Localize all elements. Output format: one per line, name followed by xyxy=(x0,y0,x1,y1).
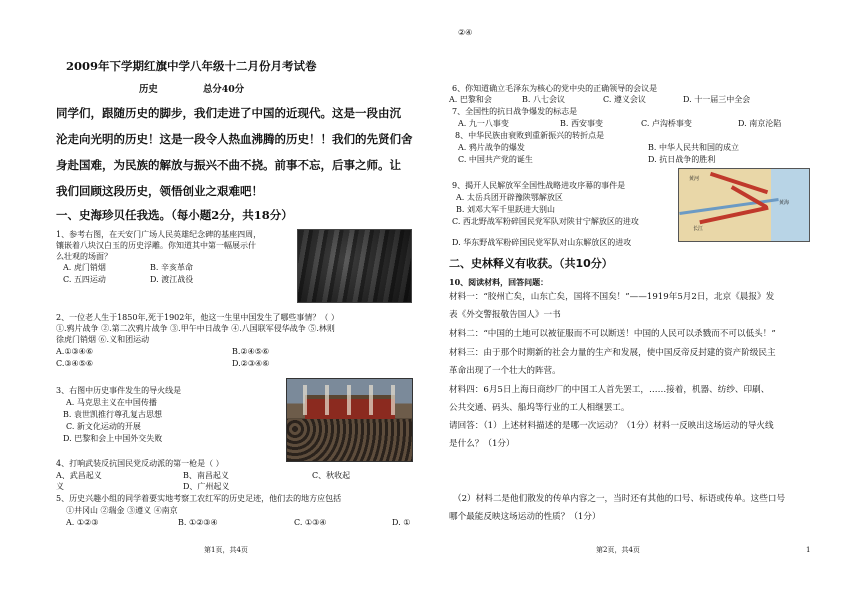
q5-stem: 5、历史兴趣小组的同学着要实地考察工农红军的历史足迹，他们去的地方应包括 xyxy=(56,494,342,503)
q5-items: ①井冈山 ②瑞金 ③遵义 ④南京 xyxy=(66,506,178,515)
q4-option-b[interactable]: B、南昌起义 xyxy=(183,471,229,480)
left-page-footer: 第1页，共4页 xyxy=(204,546,248,554)
page-corner-number: 1 xyxy=(806,546,811,554)
map-label-yellow-sea: 黄海 xyxy=(779,200,790,206)
q9-option-b[interactable]: B. 刘邓大军千里跃进大别山 xyxy=(456,205,555,214)
q1-option-d[interactable]: D. 渡江战役 xyxy=(150,275,194,284)
q1-option-b[interactable]: B. 辛亥革命 xyxy=(150,263,193,272)
q8-option-d[interactable]: D. 抗日战争的胜利 xyxy=(648,155,716,164)
q1-stem-3: 么壮观的场面？ xyxy=(56,252,112,261)
q6-option-c[interactable]: C. 遵义会议 xyxy=(603,95,646,104)
q3-stem: 3、右图中历史事件发生的导火线是 xyxy=(56,386,182,395)
q7-option-d[interactable]: D. 南京沦陷 xyxy=(738,119,782,128)
q4-option-a[interactable]: A、武昌起义 xyxy=(56,471,102,480)
q4-option-c-cont: 义 xyxy=(56,482,64,491)
q5-option-c[interactable]: C. ①③④ xyxy=(294,518,327,527)
q6-option-a[interactable]: A. 巴黎和会 xyxy=(449,95,492,104)
q5-option-d[interactable]: D. ① xyxy=(392,518,411,527)
q7-option-a[interactable]: A. 九一八事变 xyxy=(458,119,509,128)
intro-line-2: 沦走向光明的历史！这是一段令人热血沸腾的历史！！我们的先贤们舍 xyxy=(56,132,413,146)
q10-material-4a: 材料四：6月5日上海日商纱厂的中国工人首先罢工，……接着，机器、纺纱、印刷、 xyxy=(449,385,770,395)
q6-option-b[interactable]: B. 八七会议 xyxy=(522,95,565,104)
liberation-war-map-image xyxy=(678,168,810,242)
q9-option-a[interactable]: A. 太岳兵团开辟豫陕鄂解放区 xyxy=(456,193,563,202)
q4-option-c[interactable]: C、秋收起 xyxy=(312,471,351,480)
q7-stem: 7、全国性的抗日战争爆发的标志是 xyxy=(452,107,578,116)
q5-options-carryover: ②④ xyxy=(458,28,473,37)
may-fourth-crowd-image xyxy=(286,378,413,462)
q1-option-c[interactable]: C. 五四运动 xyxy=(63,275,106,284)
exam-total-score: 总分40分 xyxy=(203,84,245,95)
exam-subject: 历史 xyxy=(139,84,158,95)
q5-option-a[interactable]: A. ①②③ xyxy=(66,518,99,527)
intro-line-3: 身赴国难，为民族的解放与振兴不曲不挠。前事不忘，后事之师。让 xyxy=(56,158,401,172)
q2-items-1: ①.鸦片战争 ②.第二次鸦片战争 ③.甲午中日战争 ④.八国联军侵华战争 ⑤.林则 xyxy=(56,324,335,333)
q8-option-c[interactable]: C. 中国共产党的诞生 xyxy=(458,155,533,164)
q3-option-c[interactable]: C. 新文化运动的开展 xyxy=(66,422,141,431)
exam-title: 2009年下学期红旗中学八年级十二月份月考试卷 xyxy=(66,59,317,73)
map-label-yangtze: 长江 xyxy=(693,226,704,232)
q10-question-1a: 请回答：（1）上述材料描述的是哪一次运动？（1分）材料一反映出这场运动的导火线 xyxy=(449,421,774,431)
q3-option-b[interactable]: B. 袁世凯推行尊孔复古思想 xyxy=(63,410,162,419)
right-page-footer: 第2页，共4页 xyxy=(596,546,640,554)
q10-material-3a: 材料三：由于那个时期新的社会力量的生产和发展，使中国反帝反封建的资产阶级民主 xyxy=(449,348,776,358)
monument-relief-image xyxy=(297,229,412,303)
q2-items-2: 徐虎门销烟 ⑥.义和团运动 xyxy=(56,335,150,344)
q10-material-1a: 材料一：“胶州亡矣，山东亡矣，国将不国矣！”——1919年5月2日，北京《晨报》发 xyxy=(449,292,775,302)
section-2-heading: 二、史林释义有收获。（共10分） xyxy=(449,257,613,270)
intro-line-4: 我们回顾这段历史，领悟创业之艰难吧！ xyxy=(56,184,263,198)
map-label-yellow-river: 黄河 xyxy=(689,176,700,182)
q2-option-a[interactable]: A.①③④⑥ xyxy=(56,347,94,356)
q1-stem-2: 镶嵌着八块汉白玉的历史浮雕。你知道其中第一幅展示什 xyxy=(56,241,256,250)
q4-option-d[interactable]: D、广州起义 xyxy=(183,482,230,491)
q2-option-d[interactable]: D.②③④⑥ xyxy=(232,359,270,368)
q2-option-c[interactable]: C.③④⑤⑥ xyxy=(56,359,94,368)
q6-option-d[interactable]: D. 十一届三中全会 xyxy=(683,95,751,104)
q9-option-d[interactable]: D. 华东野战军粉碎国民党军队对山东解放区的进攻 xyxy=(452,238,632,247)
q2-stem: 2、一位老人生于1850年,死于1902年，他这一生里中国发生了哪些事情？（ ） xyxy=(56,313,339,322)
q8-option-a[interactable]: A. 鸦片战争的爆发 xyxy=(458,143,525,152)
q7-option-b[interactable]: B. 西安事变 xyxy=(560,119,603,128)
q8-option-b[interactable]: B. 中华人民共和国的成立 xyxy=(648,143,739,152)
q10-material-4b: 公共交通、码头、船坞等行业的工人相继罢工。 xyxy=(449,403,630,413)
q9-option-c[interactable]: C. 西北野战军粉碎国民党军队对陕甘宁解放区的进攻 xyxy=(452,217,639,226)
q9-stem: 9、揭开人民解放军全国性战略进攻序幕的事件是 xyxy=(452,181,626,190)
q8-stem: 8、中华民族由衰败到重新振兴的转折点是 xyxy=(455,131,605,140)
q3-option-a[interactable]: A. 马克思主义在中国传播 xyxy=(66,398,157,407)
q3-option-d[interactable]: D. 巴黎和会上中国外交失败 xyxy=(63,434,163,443)
section-1-heading: 一、史海珍贝任我选。（每小题2分，共18分） xyxy=(56,208,293,222)
q10-question-2b: 哪个最能反映这场运动的性质？（1分） xyxy=(449,512,601,522)
q1-stem-1: 1、参考右图，在天安门广场人民英雄纪念碑的基座四周， xyxy=(56,230,262,239)
q2-option-b[interactable]: B.②④⑤⑥ xyxy=(232,347,270,356)
q1-option-a[interactable]: A. 虎门销烟 xyxy=(63,263,106,272)
q6-stem: 6、你知道确立毛泽东为核心的党中央的正确领导的会议是 xyxy=(452,84,658,93)
intro-line-1: 同学们，跟随历史的脚步，我们走进了中国的近现代。这是一段由沉 xyxy=(56,106,401,120)
q5-option-b[interactable]: B. ①②③④ xyxy=(178,518,218,527)
q10-heading: 10、阅读材料，回答问题： xyxy=(449,277,549,287)
q10-material-2: 材料二：“中国的土地可以被征服而不可以断送！中国的人民可以杀戮而不可以低头！” xyxy=(449,329,776,339)
q10-question-2a: （2）材料二是他们散发的传单内容之一，当时还有其他的口号、标语或传单。这些口号 xyxy=(453,494,786,504)
q10-material-1b: 表《外交警报敬告国人》一书 xyxy=(449,310,561,320)
q4-stem: 4、打响武装反抗国民党反动派的第一枪是（ ） xyxy=(56,459,224,468)
q10-material-3b: 革命出现了一个壮大的阵营。 xyxy=(449,366,561,376)
q10-question-1b: 是什么？（1分） xyxy=(449,439,515,449)
q7-option-c[interactable]: C. 卢沟桥事变 xyxy=(641,119,692,128)
